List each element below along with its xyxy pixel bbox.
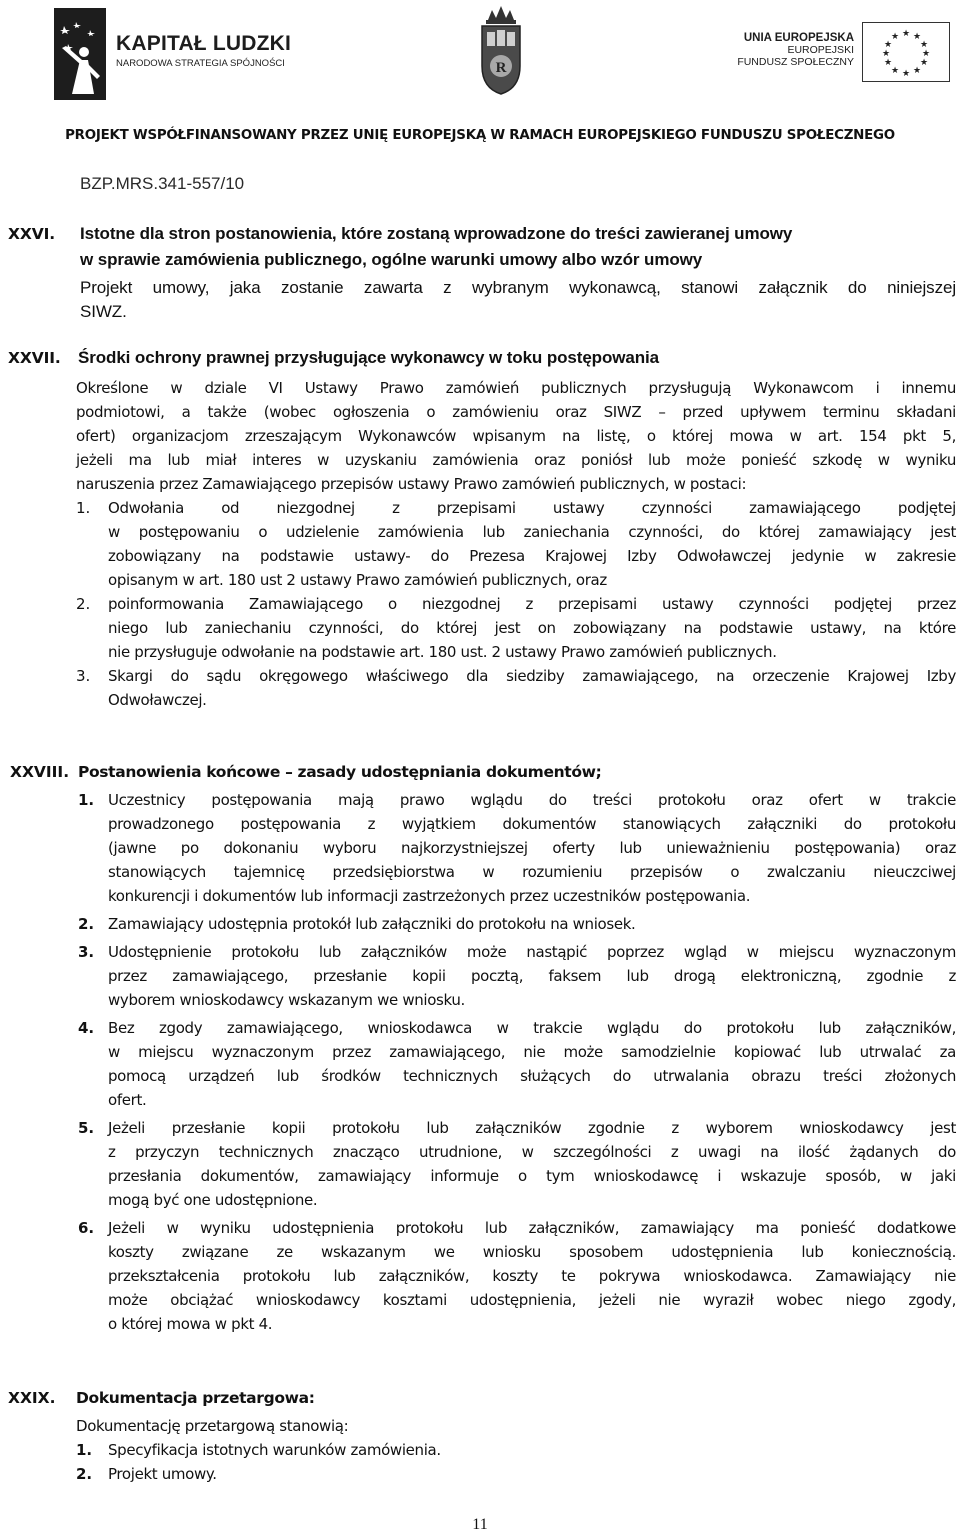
xxviii-item-6-line-5: o której mowa w pkt 4.	[108, 1315, 273, 1333]
section-body-xxvi-line-2: SIWZ.	[80, 302, 127, 321]
xxviii-item-2-line-1: Zamawiający udostępnia protokół lub załączniki do protokołu na wniosek.	[108, 915, 636, 933]
xxviii-item-3-line-1: Udostępnienie protokołu lub załączników może nastąpić poprzez wgląd w miejscu wyznaczonym	[108, 943, 956, 961]
page-number: 11	[472, 1516, 488, 1533]
section-title-xxix: Dokumentacja przetargowa:	[76, 1389, 315, 1407]
reference-number: BZP.MRS.341-557/10	[80, 174, 245, 193]
xxix-item-1-number: 1.	[76, 1441, 93, 1459]
svg-text:★: ★	[919, 58, 929, 68]
svg-text:★: ★	[883, 58, 893, 68]
svg-text:★: ★	[912, 66, 922, 76]
xxix-item-2-number: 2.	[76, 1465, 93, 1483]
project-cofinancing-line: PROJEKT WSPÓŁFINANSOWANY PRZEZ UNIĘ EUROPEJSKĄ W RAMACH EUROPEJSKIEGO FUNDUSZU SPOŁECZNEGO	[65, 128, 895, 143]
section-title-xxvii: Środki ochrony prawnej przysługujące wykonawcy w toku postępowania	[78, 348, 659, 367]
xxviii-item-4-line-4: ofert.	[108, 1091, 147, 1109]
city-crest-icon	[478, 4, 524, 96]
eu-logo	[737, 22, 950, 82]
section-title-xxviii: Postanowienia końcowe – zasady udostępniania dokumentów;	[78, 763, 602, 781]
xxviii-item-1-line-5: konkurencji i dokumentów lub informacji zastrzeżonych przez uczestników postępowania.	[108, 887, 751, 905]
logo-subtitle: NARODOWA STRATEGIA SPÓJNOŚCI	[116, 58, 285, 69]
svg-text:★: ★	[901, 29, 911, 39]
svg-text:★: ★	[883, 40, 893, 50]
xxviii-item-4-line-3: pomocą urządzeń lub środków technicznych służących do utrwalania obrazu treści złożonych	[108, 1067, 956, 1085]
xxvii-item-2-line-2: niego lub zaniechaniu czynności, do której jest on zobowiązany na podstawie ustawy, na które	[108, 619, 956, 637]
xxix-item-1-text: Specyfikacja istotnych warunków zamówienia.	[108, 1441, 441, 1459]
section-body-xxvi-line-1: Projekt umowy, jaka zostanie zawarta z wybranym wykonawcą, stanowi załącznik do niniejszej	[80, 278, 956, 297]
eu-text	[737, 32, 854, 68]
xxvii-item-3-number: 3.	[76, 667, 91, 685]
xxvii-item-2-line-1: poinformowania Zamawiającego o niezgodnej z przepisami ustawy czynności podjętej przez	[108, 595, 956, 613]
xxvii-intro-line-4: jeżeli ma lub miał interes w uzyskaniu zamówienia oraz poniósł lub może ponieść szkodę w wyniku	[76, 451, 956, 469]
xxviii-item-6-line-3: przekształcenia protokołu lub załączników, koszty te pokrywa wnioskodawca. Zamawiający nie	[108, 1267, 956, 1285]
logo-title: KAPITAŁ LUDZKI	[116, 32, 292, 55]
section-number-xxix: XXIX.	[8, 1389, 56, 1407]
eu-line-2: EUROPEJSKI	[787, 44, 854, 56]
section-title-xxvi-line-1: Istotne dla stron postanowienia, które zostaną wprowadzone do treści zawieranej umowy	[80, 224, 793, 243]
xxviii-item-3-number: 3.	[78, 943, 95, 961]
xxvii-intro-line-1: Określone w dziale VI Ustawy Prawo zamówień publicznych przysługują Wykonawcom i innemu	[76, 379, 956, 397]
svg-text:★: ★	[890, 66, 900, 76]
xxviii-item-1-line-1: Uczestnicy postępowania mają prawo wglądu do treści protokołu oraz ofert w trakcie	[108, 791, 956, 809]
xxvii-item-1-line-1: Odwołania od niezgodnej z przepisami ustawy czynności zamawiającego podjętej	[108, 499, 956, 517]
svg-text:★: ★	[881, 49, 891, 59]
xxvii-item-2-number: 2.	[76, 595, 91, 613]
svg-text:★: ★	[919, 40, 929, 50]
eu-flag-icon	[862, 22, 950, 82]
xxviii-item-3-line-2: przez zamawiającego, przesłanie kopii pocztą, faksem lub drogą elektroniczną, zgodnie z	[108, 967, 956, 985]
svg-text:★: ★	[921, 49, 931, 59]
xxvii-item-1-number: 1.	[76, 499, 91, 517]
xxviii-item-1-line-3: (jawne po dokonaniu wyboru najkorzystniejszej oferty lub unieważnieniu postępowania) oraz	[108, 839, 956, 857]
xxvii-item-1-line-2: w postępowaniu o udzielenie zamówienia lub zaniechania czynności, do której zamawiający jest	[108, 523, 956, 541]
xxviii-item-5-number: 5.	[78, 1119, 95, 1137]
section-number-xxviii: XXVIII.	[10, 763, 70, 781]
xxviii-item-1-number: 1.	[78, 791, 95, 809]
xxvii-intro-line-2: podmiotowi, a także (wobec ogłoszenia o zamówieniu oraz SIWZ – przed upływem terminu składani	[76, 403, 956, 421]
xxviii-item-6-line-2: koszty związane ze wskazanym we wniosku sposobem udostępnienia lub koniecznością.	[108, 1243, 956, 1261]
section-number-xxvii: XXVII.	[8, 349, 61, 367]
eu-line-1: UNIA EUROPEJSKA	[743, 32, 854, 44]
xxviii-item-1-line-4: stanowiących tajemnicę przedsiębiorstwa w rozumieniu przepisów o zwalczaniu nieuczciwej	[108, 863, 956, 881]
xxvii-intro-line-3: ofert) organizacjom zrzeszającym Wykonawców wpisanym na listę, o której mowa w art. 154 pkt 5,	[76, 427, 956, 445]
xxviii-item-5-line-2: z przyczyn technicznych znacząco utrudnione, w szczególności z uwagi na ilość żądanych do	[108, 1143, 956, 1161]
xxvii-item-3-line-2: Odwoławczej.	[108, 691, 207, 709]
section-number-xxvi: XXVI.	[8, 225, 56, 243]
xxviii-item-5-line-3: przesłania dokumentów, zamawiający informuje o tym wnioskodawcę i wskazuje sposób, w jaki	[108, 1167, 956, 1185]
xxviii-item-2-number: 2.	[78, 915, 95, 933]
xxix-intro: Dokumentację przetargową stanowią:	[76, 1417, 349, 1435]
eu-line-3: FUNDUSZ SPOŁECZNY	[737, 56, 854, 68]
xxvii-item-3-line-1: Skargi do sądu okręgowego właściwego dla siedziby zamawiającego, na orzeczenie Krajowej Izby	[108, 667, 956, 685]
xxvii-item-1-line-3: zobowiązany na podstawie ustawy- do Prezesa Krajowej Izby Odwoławczej jedynie w zakresie	[108, 547, 956, 565]
xxviii-item-6-line-4: może obciążać wnioskodawcy kosztami udostępnienia, jeżeli nie wyraził wobec niego zgody,	[108, 1291, 956, 1309]
xxviii-item-1-line-2: prowadzonego postępowania z wyjątkiem dokumentów stanowiących załączniki do protokołu	[108, 815, 956, 833]
xxviii-item-4-line-2: w miejscu wyznaczonym przez zamawiającego, nie może samodzielnie kopiować lub utrwalać za	[108, 1043, 956, 1061]
kapital-ludzki-logo	[54, 8, 294, 100]
xxvii-intro-line-5: naruszenia przez Zamawiającego przepisów ustawy Prawo zamówień publicznych, w postaci:	[76, 475, 747, 493]
xxvii-item-1-line-4: opisanym w art. 180 ust 2 ustawy Prawo zamówień publicznych, oraz	[108, 571, 607, 589]
svg-text:★: ★	[890, 32, 900, 42]
xxvii-item-2-line-3: nie przysługuje odwołanie na podstawie art. 180 ust. 2 ustawy Prawo zamówień publicznych.	[108, 643, 777, 661]
xxix-item-2-text: Projekt umowy.	[108, 1465, 217, 1483]
section-title-xxvi-line-2: w sprawie zamówienia publicznego, ogólne warunki umowy albo wzór umowy	[80, 250, 703, 269]
xxviii-item-3-line-3: wyborem wnioskodawcy wskazanym we wniosku.	[108, 991, 465, 1009]
logo-emblem	[54, 8, 106, 100]
xxviii-item-6-number: 6.	[78, 1219, 95, 1237]
svg-text:★: ★	[912, 32, 922, 42]
xxviii-item-4-line-1: Bez zgody zamawiającego, wnioskodawca w trakcie wglądu do protokołu lub załączników,	[108, 1019, 956, 1037]
xxviii-item-5-line-4: mogą być one udostępnione.	[108, 1191, 318, 1209]
crest-letter: R	[495, 60, 507, 76]
xxviii-item-5-line-1: Jeżeli przesłanie kopii protokołu lub załączników zgodnie z wyborem wnioskodawcy jest	[108, 1119, 956, 1137]
xxviii-item-4-number: 4.	[78, 1019, 95, 1037]
xxviii-item-6-line-1: Jeżeli w wyniku udostępnienia protokołu lub załączników, zamawiający ma ponieść dodatkowe	[108, 1219, 956, 1237]
svg-text:★: ★	[901, 69, 911, 79]
